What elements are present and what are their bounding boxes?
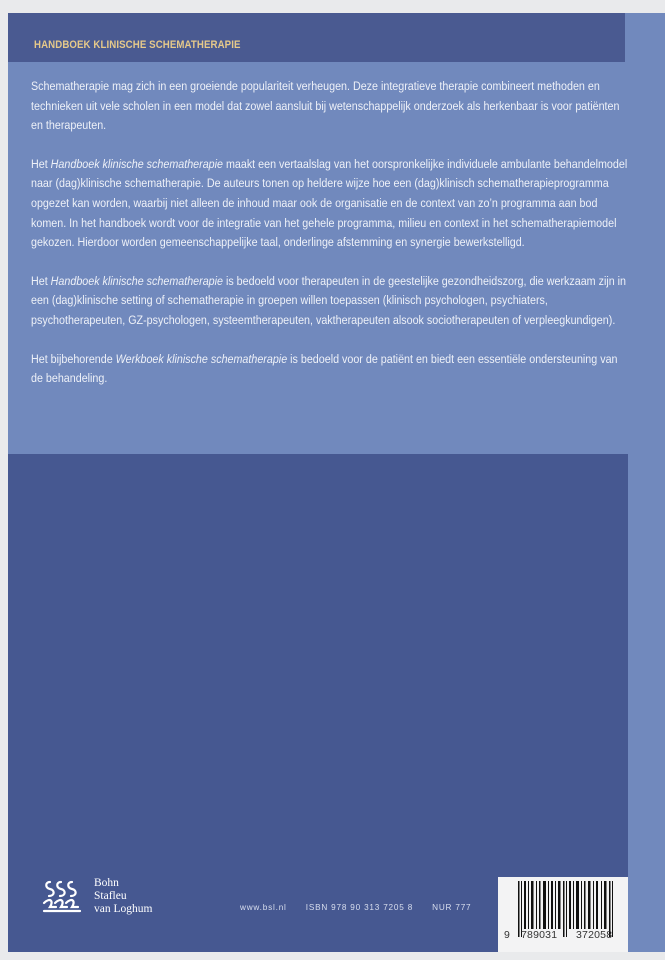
isbn: ISBN 978 90 313 7205 8 <box>305 903 414 912</box>
book-back-cover <box>8 13 665 952</box>
blurb-paragraph-3: Het Handboek klinische schematherapie is bedoeld voor therapeuten in de geestelijke gezondheidszorg, die werkzaam zijn in een (dag)klinische setting of schematherapie in groepen willen toepassen (klinisch psychologen, psychiaters, psychotherapeuten, GZ-psychologen, systeemtherapeuten, vaktherapeuten alsook sociotherapeuten of verpleegkundigen). <box>31 273 627 327</box>
blurb-paragraph-1: Schematherapie mag zich in een groeiende populariteit verheugen. Deze integratieve therapie combineert methoden en technieken uit vele scholen in een model dat zowel aansluit bij wetenschappelijk onderzoek als herkenbaar is voor patiënten en therapeuten. <box>31 79 620 133</box>
publisher-name: Bohn Stafleu van Loghum <box>94 877 153 915</box>
publisher-block <box>42 877 152 916</box>
series-title: HANDBOEK KLINISCHE SCHEMATHERAPIE <box>34 39 241 51</box>
book-title-italic: Handboek klinische schematherapie <box>50 156 223 171</box>
publisher-website: www.bsl.nl <box>240 903 287 912</box>
header-band <box>8 13 625 62</box>
imprint-line <box>240 903 487 912</box>
isbn-barcode: 9 789031 372058 <box>498 877 628 952</box>
blurb-paragraph-2: Het Handboek klinische schematherapie maakt een vertaalslag van het oorspronkelijke individuele ambulante behandelmodel naar (dag)klinische schematherapie. De auteurs tonen op heldere wijze hoe een (dag)klinisch schematherapieprogramma opgezet kan worden, waarbij niet alleen de inhoud maar ook de organisatie en de context van zo’n programma aan bod komen. In het handboek wordt voor de integratie van het gehele programma, milieu en context in het schematherapiemodel gekozen. Hierdoor worden gemeenschappelijke taal, onderlinge afstemming en synergie bewerkstelligd. <box>31 156 628 250</box>
workbook-title-italic: Werkboek klinische schematherapie <box>115 351 288 366</box>
blurb <box>31 77 628 408</box>
book-title-italic: Handboek klinische schematherapie <box>50 273 223 288</box>
nur-code: NUR 777 <box>432 903 472 912</box>
blurb-paragraph-4: Het bijbehorende Werkboek klinische schematherapie is bedoeld voor de patiënt en biedt een essentiële ondersteuning van de behandeling. <box>31 351 618 386</box>
bsl-swan-logo-icon <box>42 879 82 915</box>
